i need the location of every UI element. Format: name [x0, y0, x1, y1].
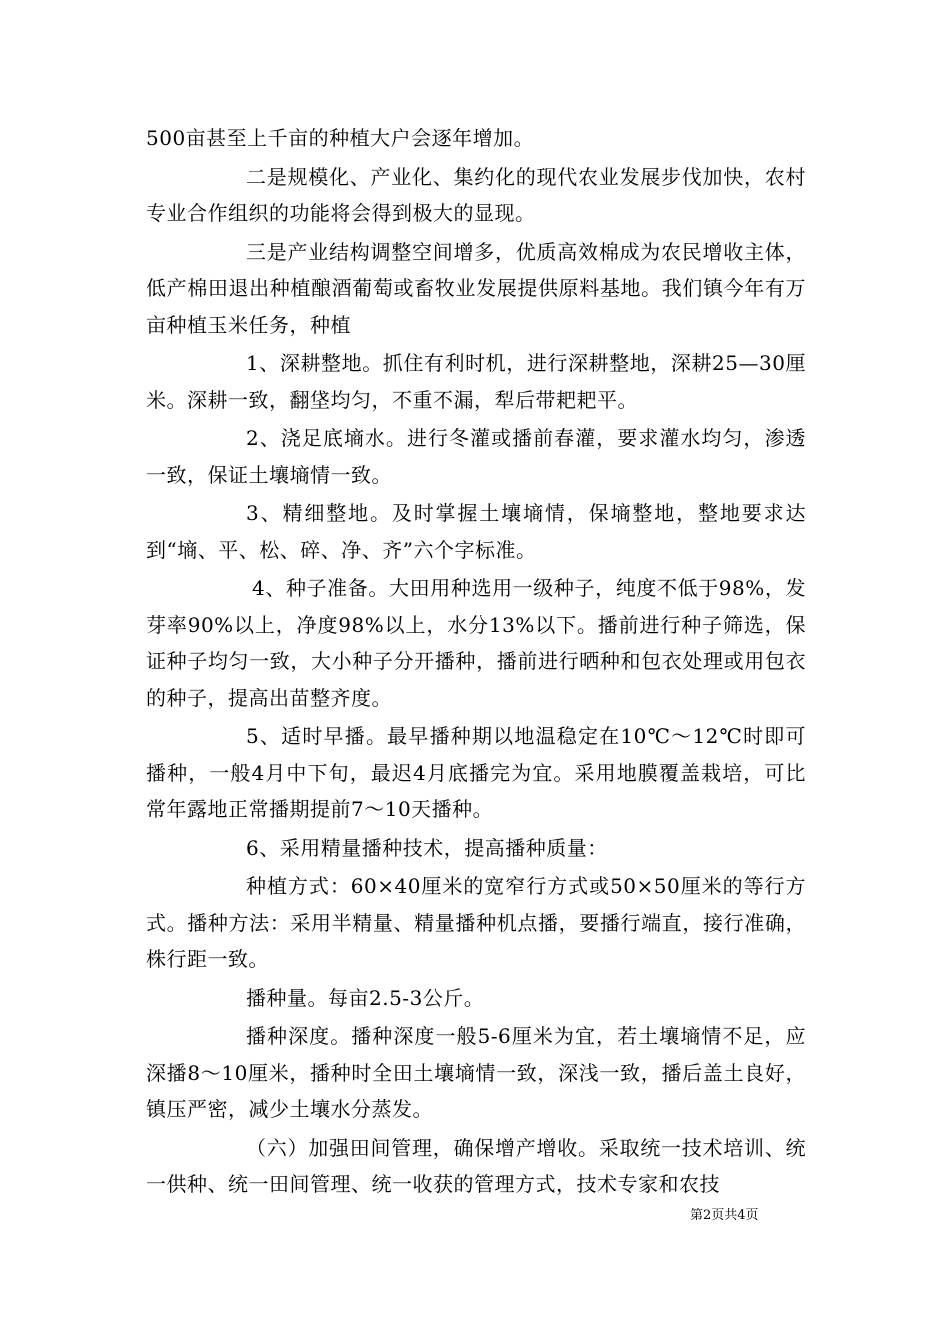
paragraph-step-4-seed-prep: 4、种子准备。大田用种选用一级种子，纯度不低于98%，发芽率90%以上，净度98%以上，水分13%以下。播前进行种子筛选，保证种子均匀一致，大小种子分开播种，播前进行晒种和包衣处理或用包衣的种子，提高出苗整齐度。	[146, 576, 806, 710]
paragraph-planting-method: 种植方式：60×40厘米的宽窄行方式或50×50厘米的等行方式。播种方法：采用半精量、精量播种机点播，要播行端直，接行准确，株行距一致。	[146, 874, 806, 971]
page-number-footer: 第2页共4页	[690, 1208, 759, 1223]
paragraph-step-3-fine-land-prep: 3、精细整地。及时掌握土壤墒情，保墒整地，整地要求达到“墒、平、松、碎、净、齐”六个字标准。	[146, 501, 806, 562]
paragraph-step-1-deep-plowing: 1、深耕整地。抓住有利时机，进行深耕整地，深耕25—30厘米。深耕一致，翻垡均匀，不重不漏，犁后带耙耙平。	[146, 351, 806, 412]
paragraph-step-2-irrigation: 2、浇足底墒水。进行冬灌或播前春灌，要求灌水均匀，渗透一致，保证土壤墒情一致。	[146, 426, 806, 487]
paragraph-seeding-depth: 播种深度。播种深度一般5-6厘米为宜，若土壤墒情不足，应深播8～10厘米，播种时全田土壤墒情一致，深浅一致，播后盖土良好，镇压严密，减少土壤水分蒸发。	[146, 1024, 806, 1121]
paragraph-point-three: 三是产业结构调整空间增多，优质高效棉成为农民增收主体，低产棉田退出种植酿酒葡萄或畜牧业发展提供原料基地。我们镇今年有万亩种植玉米任务，种植	[146, 239, 806, 337]
paragraph-section-six-field-management: （六）加强田间管理，确保增产增收。采取统一技术培训、统一供种、统一田间管理、统一收获的管理方式，技术专家和农技	[146, 1135, 806, 1196]
paragraph-step-6-precision-sowing: 6、采用精量播种技术，提高播种质量：	[246, 835, 608, 860]
document-body	[146, 120, 806, 1205]
paragraph-point-two: 二是规模化、产业化、集约化的现代农业发展步伐加快，农村专业合作组织的功能将会得到极大的显现。	[146, 164, 806, 225]
paragraph-seeding-rate: 播种量。每亩2.5-3公斤。	[246, 985, 485, 1010]
paragraph-continuation: 500亩甚至上千亩的种植大户会逐年增加。	[146, 126, 535, 150]
paragraph-step-5-early-sowing: 5、适时早播。最早播种期以地温稳定在10℃～12℃时即可播种，一般4月中下旬，最迟4月底播完为宜。采用地膜覆盖栽培，可比常年露地正常播期提前7～10天播种。	[146, 724, 806, 821]
